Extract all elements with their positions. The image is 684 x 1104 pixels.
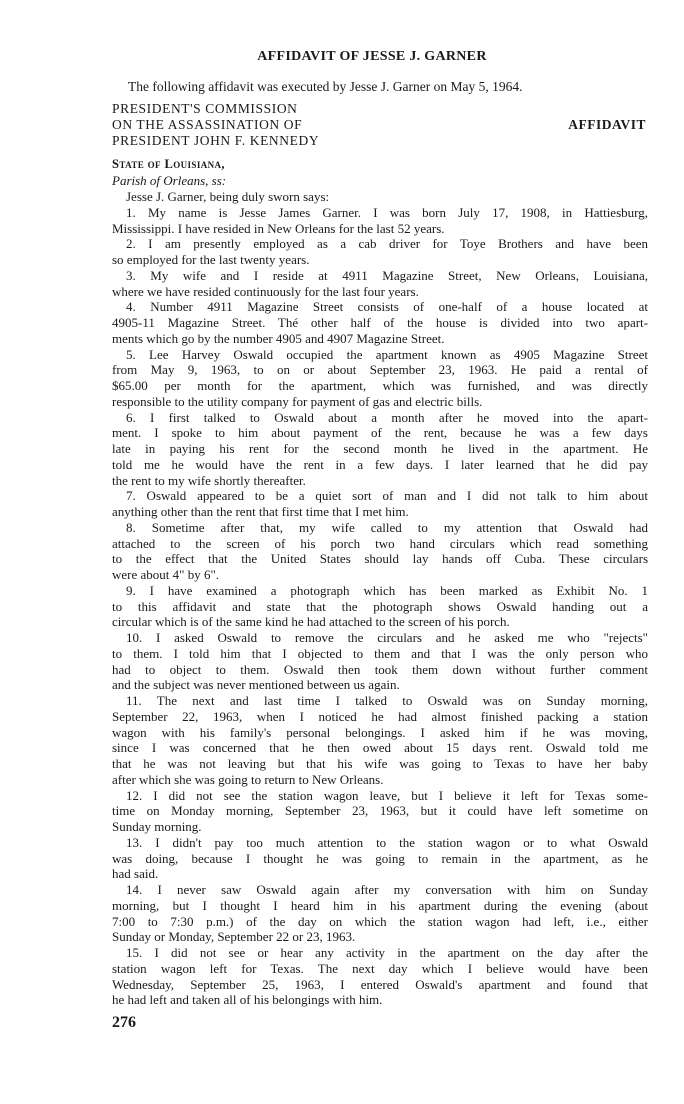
paragraph <box>112 299 648 346</box>
text-line: morning, but I thought I heard him in his apartment during the evening (about <box>112 897 648 913</box>
text-line: that he was not leaving but that his wife was going to Texas to have her baby <box>112 756 648 771</box>
text-line: to them. I told him that I objected to them and that I was the only person who <box>112 645 648 661</box>
text-line: circular which is of the same kind he had attached to the screen of his porch. <box>112 614 510 630</box>
commission-line: ON THE ASSASSINATION OF <box>112 117 303 132</box>
text-line: and the subject was never mentioned between us again. <box>112 677 400 693</box>
paragraph <box>112 520 648 583</box>
affidavit-body <box>112 189 648 1008</box>
text-line: to the effect that the United States should lay hands off Cuba. These circulars <box>112 551 648 567</box>
text-line: Sunday morning. <box>112 819 202 834</box>
text-line: the rent to my wife shortly thereafter. <box>112 472 306 488</box>
state-line: State of Louisiana, <box>112 157 225 171</box>
text-line: 1. My name is Jesse James Garner. I was born July 17, 1908, in Hattiesburg, <box>126 204 648 220</box>
text-line: 15. I did not see or hear any activity in the apartment on the day after the <box>126 945 648 960</box>
text-line: from May 9, 1963, to on or about September 23, 1963. He paid a rental of <box>112 362 648 378</box>
text-line: since I was concerned that he then owed about 15 days rent. Oswald told me <box>112 740 648 756</box>
paragraph <box>112 488 648 520</box>
text-line: Wednesday, September 25, 1963, I entered Oswald's apartment and found that <box>112 976 648 992</box>
page-number: 276 <box>112 1014 136 1031</box>
text-line: 7. Oswald appeared to be a quiet sort of man and I did not talk to him about <box>126 488 648 504</box>
text-line: told me he would have the rent in a few days. I later learned that he did pay <box>112 456 648 472</box>
paragraph <box>112 236 648 268</box>
text-line: $65.00 per month for the apartment, which was furnished, and was directly <box>112 378 648 393</box>
text-line: 8. Sometime after that, my wife called to my attention that Oswald had <box>126 519 648 535</box>
text-line: time on Monday morning, September 23, 1963, but it could have left sometime on <box>112 803 648 819</box>
intro-text: The following affidavit was executed by Jesse J. Garner on May 5, 1964. <box>128 79 523 94</box>
text-line: station wagon left for Texas. The next day which I believe would have been <box>112 960 648 976</box>
text-line: where we have resided continuously for the last four years. <box>112 283 419 299</box>
text-line: he had left and taken all of his belongings with him. <box>112 992 383 1008</box>
text-line: 9. I have examined a photograph which has been marked as Exhibit No. 1 <box>126 582 648 598</box>
parish-line: Parish of Orleans, ss: <box>112 173 227 188</box>
paragraph <box>112 788 648 835</box>
text-line: ments which go by the number 4905 and 4907 Magazine Street. <box>112 330 445 346</box>
text-line: 3. My wife and I reside at 4911 Magazine Street, New Orleans, Louisiana, <box>126 267 648 283</box>
text-line: 5. Lee Harvey Oswald occupied the apartment known as 4905 Magazine Street <box>126 346 648 362</box>
text-line: 7:00 to 7:30 p.m.) of the day on which the station wagon had left, i.e., either <box>112 913 648 929</box>
text-line: September 22, 1963, when I noticed he had almost finished packing a station <box>112 708 648 724</box>
text-line: 11. The next and last time I talked to Oswald was on Sunday morning, <box>126 693 648 708</box>
text-line: had to object to them. Oswald then took them down without further comment <box>112 661 648 677</box>
text-line: were about 4" by 6". <box>112 567 220 582</box>
document-title: AFFIDAVIT OF JESSE J. GARNER <box>257 49 487 64</box>
text-line: late in paying his rent for the second month he lived in the apartment. He <box>112 441 648 456</box>
commission-line: PRESIDENT'S COMMISSION <box>112 101 298 116</box>
paragraph <box>112 205 648 237</box>
paragraph <box>112 347 648 410</box>
text-line: 2. I am presently employed as a cab driver for Toye Brothers and have been <box>126 236 648 252</box>
text-line: had said. <box>112 866 159 882</box>
text-line: Sunday or Monday, September 22 or 23, 1963. <box>112 929 356 945</box>
paragraph <box>112 583 648 630</box>
text-line: 13. I didn't pay too much attention to the station wagon or to what Oswald <box>126 834 648 850</box>
paragraph <box>112 835 648 882</box>
text-line: responsible to the utility company for payment of gas and electric bills. <box>112 393 483 409</box>
text-line: to this affidavit and state that the photograph shows Oswald handing out a <box>112 598 648 614</box>
text-line: after which she was going to return to New Orleans. <box>112 771 384 787</box>
paragraph <box>112 945 648 1008</box>
text-line: ment. I spoke to him about payment of the rent, because he was a few days <box>112 425 648 441</box>
paragraph <box>112 693 648 788</box>
text-line: Jesse J. Garner, being duly sworn says: <box>126 189 330 204</box>
text-line: 4. Number 4911 Magazine Street consists of one-half of a house located at <box>126 299 648 315</box>
paragraph <box>112 882 648 945</box>
paragraph <box>112 268 648 300</box>
text-line: 4905-11 Magazine Street. Thé other half of the house is divided into two apart- <box>112 315 648 330</box>
paragraph <box>112 630 648 693</box>
text-line: so employed for the last twenty years. <box>112 252 310 267</box>
affidavit-label: AFFIDAVIT <box>568 117 646 132</box>
text-line: 12. I did not see the station wagon leave, but I believe it left for Texas some- <box>126 787 648 803</box>
paragraph <box>112 189 648 205</box>
text-line: anything other than the rent that first time that I met him. <box>112 504 409 519</box>
commission-line: PRESIDENT JOHN F. KENNEDY <box>112 133 320 148</box>
text-line: was doing, because I thought he was going to remain in the apartment, as he <box>112 850 648 866</box>
paragraph <box>112 410 648 489</box>
text-line: 14. I never saw Oswald again after my conversation with him on Sunday <box>126 882 648 897</box>
text-line: wagon with his family's personal belongings. I asked him if he was moving, <box>112 724 648 740</box>
text-line: 6. I first talked to Oswald about a month after he moved into the apart- <box>126 409 648 425</box>
text-line: attached to the screen of his porch two hand circulars which read something <box>112 535 648 551</box>
text-line: Mississippi. I have resided in New Orleans for the last 52 years. <box>112 220 445 236</box>
text-line: 10. I asked Oswald to remove the circulars and he asked me who "rejects" <box>126 630 648 645</box>
